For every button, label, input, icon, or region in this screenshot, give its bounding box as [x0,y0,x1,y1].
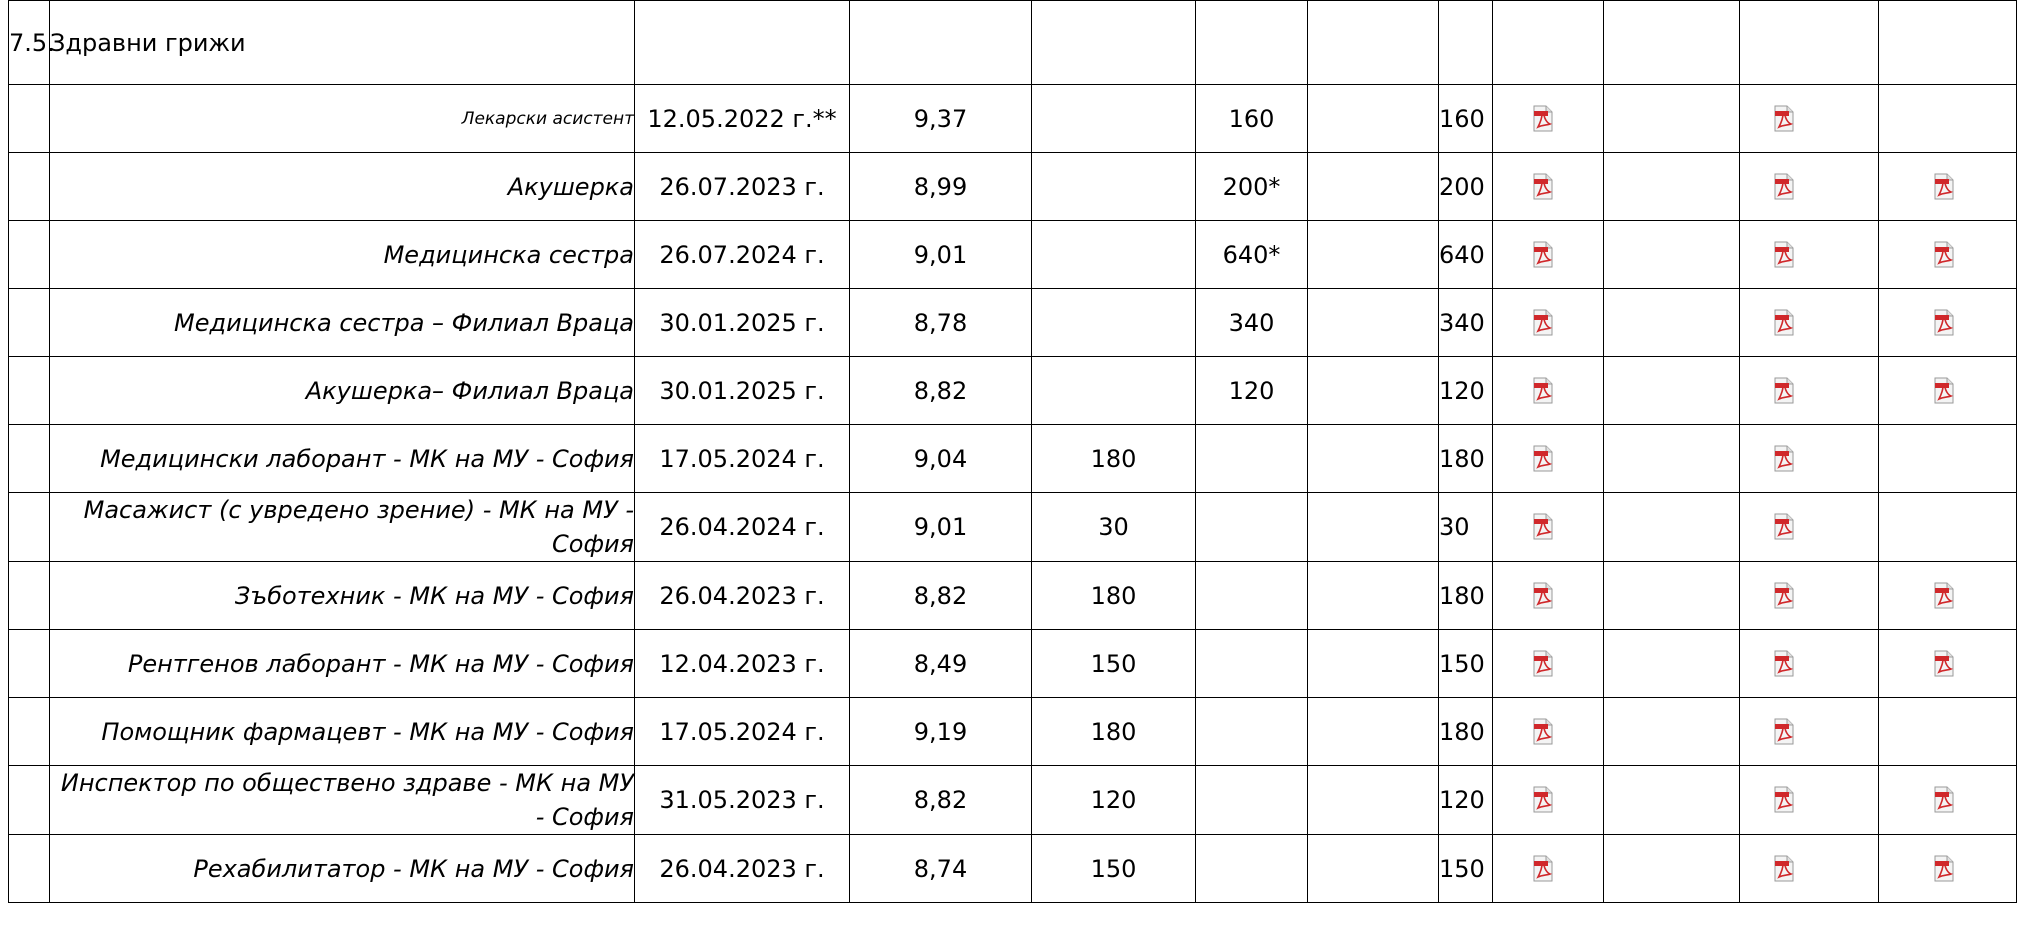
score-cell: 9,37 [850,85,1032,153]
pdf-cell-3 [1740,357,1879,425]
section-title: Здравни грижи [50,1,635,85]
pdf-file-icon[interactable] [1934,173,1954,200]
empty-cell [1740,1,1879,85]
row-number-cell [9,493,50,562]
date-cell: 30.01.2025 г. [635,289,850,357]
specialty-name: Рехабилитатор - МК на МУ - София [50,835,635,903]
col4-cell [1032,289,1196,357]
row-number-cell [9,221,50,289]
score-cell: 8,99 [850,153,1032,221]
total-cell: 30 [1439,493,1493,562]
date-cell: 17.05.2024 г. [635,425,850,493]
pdf-cell-1 [1493,562,1604,630]
total-cell: 150 [1439,630,1493,698]
pdf-cell-1 [1493,153,1604,221]
pdf-file-icon[interactable] [1533,105,1553,132]
section-number: 7.5. [9,1,50,85]
col4-cell [1032,85,1196,153]
col5-cell [1196,425,1308,493]
pdf-cell-2 [1604,766,1740,835]
pdf-file-icon[interactable] [1774,650,1794,677]
score-cell: 9,19 [850,698,1032,766]
pdf-cell-1 [1493,425,1604,493]
score-cell: 8,74 [850,835,1032,903]
pdf-file-icon[interactable] [1533,855,1553,882]
pdf-cell-2 [1604,630,1740,698]
total-cell: 340 [1439,289,1493,357]
col6-cell [1308,289,1439,357]
total-cell: 640 [1439,221,1493,289]
date-cell: 12.04.2023 г. [635,630,850,698]
total-cell: 180 [1439,425,1493,493]
col5-cell: 640* [1196,221,1308,289]
total-cell: 150 [1439,835,1493,903]
total-cell: 120 [1439,766,1493,835]
pdf-file-icon[interactable] [1533,718,1553,745]
table-row [9,289,2017,357]
date-cell: 30.01.2025 г. [635,357,850,425]
pdf-file-icon[interactable] [1934,582,1954,609]
specialty-name: Масажист (с увредено зрение) - МК на МУ - София [50,493,635,562]
row-number-cell [9,766,50,835]
specialty-name: Медицинска сестра [50,221,635,289]
col5-cell [1196,562,1308,630]
row-number-cell [9,630,50,698]
col5-cell [1196,698,1308,766]
pdf-cell-4 [1879,357,2017,425]
pdf-cell-1 [1493,357,1604,425]
specialty-name: Акушерка [50,153,635,221]
col4-cell: 180 [1032,562,1196,630]
total-cell: 120 [1439,357,1493,425]
col6-cell [1308,425,1439,493]
col5-cell: 340 [1196,289,1308,357]
pdf-cell-3 [1740,493,1879,562]
total-cell: 160 [1439,85,1493,153]
col5-cell [1196,493,1308,562]
empty-cell [1604,1,1740,85]
pdf-cell-3 [1740,153,1879,221]
pdf-cell-3 [1740,766,1879,835]
date-cell: 26.04.2024 г. [635,493,850,562]
table-row [9,85,2017,153]
pdf-file-icon[interactable] [1533,173,1553,200]
pdf-cell-2 [1604,357,1740,425]
section-header-row [9,1,2017,85]
col5-cell: 160 [1196,85,1308,153]
pdf-cell-4 [1879,85,2017,153]
pdf-file-icon[interactable] [1533,786,1553,813]
empty-cell [1493,1,1604,85]
pdf-cell-1 [1493,85,1604,153]
pdf-file-icon[interactable] [1934,309,1954,336]
score-cell: 8,78 [850,289,1032,357]
pdf-cell-3 [1740,221,1879,289]
pdf-file-icon[interactable] [1934,377,1954,404]
pdf-file-icon[interactable] [1533,650,1553,677]
col4-cell: 30 [1032,493,1196,562]
col4-cell [1032,357,1196,425]
col5-cell [1196,630,1308,698]
specialty-name: Инспектор по обществено здраве - МК на МУ - София [50,766,635,835]
pdf-file-icon[interactable] [1533,377,1553,404]
pdf-cell-2 [1604,835,1740,903]
pdf-cell-4 [1879,289,2017,357]
score-cell: 9,04 [850,425,1032,493]
col4-cell [1032,153,1196,221]
pdf-cell-3 [1740,630,1879,698]
empty-cell [1879,1,2017,85]
pdf-cell-2 [1604,493,1740,562]
total-cell: 200 [1439,153,1493,221]
col6-cell [1308,562,1439,630]
table-row [9,630,2017,698]
pdf-cell-4 [1879,835,2017,903]
col5-cell [1196,766,1308,835]
pdf-cell-1 [1493,630,1604,698]
row-number-cell [9,698,50,766]
pdf-file-icon[interactable] [1533,445,1553,472]
specialty-name: Зъботехник - МК на МУ - София [50,562,635,630]
score-cell: 9,01 [850,221,1032,289]
pdf-file-icon[interactable] [1533,241,1553,268]
pdf-cell-3 [1740,698,1879,766]
pdf-file-icon[interactable] [1934,855,1954,882]
pdf-file-icon[interactable] [1533,513,1553,540]
col4-cell: 150 [1032,835,1196,903]
specialty-name: Лекарски асистент [50,85,635,153]
empty-cell [635,1,850,85]
pdf-cell-4 [1879,698,2017,766]
pdf-file-icon[interactable] [1533,582,1553,609]
pdf-cell-1 [1493,835,1604,903]
pdf-file-icon[interactable] [1774,786,1794,813]
empty-cell [1439,1,1493,85]
date-cell: 26.07.2024 г. [635,221,850,289]
pdf-file-icon[interactable] [1774,513,1794,540]
col5-cell [1196,835,1308,903]
pdf-file-icon[interactable] [1774,105,1794,132]
row-number-cell [9,153,50,221]
pdf-cell-4 [1879,221,2017,289]
empty-cell [1196,1,1308,85]
specialties-table [8,0,2017,903]
col6-cell [1308,357,1439,425]
row-number-cell [9,289,50,357]
table-row [9,698,2017,766]
col6-cell [1308,835,1439,903]
pdf-cell-1 [1493,493,1604,562]
table-row [9,562,2017,630]
pdf-cell-4 [1879,493,2017,562]
pdf-cell-4 [1879,766,2017,835]
col4-cell: 120 [1032,766,1196,835]
specialty-name: Рентгенов лаборант - МК на МУ - София [50,630,635,698]
pdf-cell-4 [1879,153,2017,221]
specialty-name: Помощник фармацевт - МК на МУ - София [50,698,635,766]
col4-cell: 180 [1032,425,1196,493]
row-number-cell [9,562,50,630]
pdf-cell-2 [1604,698,1740,766]
col6-cell [1308,85,1439,153]
col4-cell: 180 [1032,698,1196,766]
pdf-file-icon[interactable] [1774,855,1794,882]
empty-cell [850,1,1032,85]
empty-cell [1308,1,1439,85]
specialty-name: Акушерка– Филиал Враца [50,357,635,425]
score-cell: 8,82 [850,766,1032,835]
date-cell: 26.07.2023 г. [635,153,850,221]
score-cell: 8,82 [850,562,1032,630]
pdf-file-icon[interactable] [1774,377,1794,404]
pdf-cell-2 [1604,221,1740,289]
specialty-name: Медицински лаборант - МК на МУ - София [50,425,635,493]
table-row [9,493,2017,562]
pdf-cell-3 [1740,85,1879,153]
pdf-file-icon[interactable] [1533,309,1553,336]
table-row [9,153,2017,221]
pdf-cell-4 [1879,562,2017,630]
col4-cell [1032,221,1196,289]
row-number-cell [9,425,50,493]
row-number-cell [9,85,50,153]
pdf-file-icon[interactable] [1934,241,1954,268]
pdf-file-icon[interactable] [1774,309,1794,336]
col6-cell [1308,493,1439,562]
col4-cell: 150 [1032,630,1196,698]
pdf-cell-3 [1740,289,1879,357]
pdf-cell-4 [1879,425,2017,493]
date-cell: 17.05.2024 г. [635,698,850,766]
pdf-cell-1 [1493,221,1604,289]
table-row [9,835,2017,903]
col6-cell [1308,766,1439,835]
pdf-cell-3 [1740,835,1879,903]
table-row [9,221,2017,289]
empty-cell [1032,1,1196,85]
col6-cell [1308,630,1439,698]
pdf-file-icon[interactable] [1934,650,1954,677]
pdf-cell-2 [1604,425,1740,493]
col6-cell [1308,153,1439,221]
pdf-cell-3 [1740,425,1879,493]
date-cell: 26.04.2023 г. [635,835,850,903]
table-row [9,357,2017,425]
col5-cell: 200* [1196,153,1308,221]
date-cell: 26.04.2023 г. [635,562,850,630]
pdf-cell-2 [1604,153,1740,221]
pdf-cell-1 [1493,766,1604,835]
score-cell: 8,82 [850,357,1032,425]
table-row [9,425,2017,493]
pdf-cell-1 [1493,698,1604,766]
table-row [9,766,2017,835]
pdf-file-icon[interactable] [1774,445,1794,472]
score-cell: 9,01 [850,493,1032,562]
pdf-file-icon[interactable] [1774,718,1794,745]
row-number-cell [9,357,50,425]
col6-cell [1308,698,1439,766]
total-cell: 180 [1439,562,1493,630]
pdf-file-icon[interactable] [1774,582,1794,609]
pdf-file-icon[interactable] [1774,241,1794,268]
score-cell: 8,49 [850,630,1032,698]
pdf-cell-1 [1493,289,1604,357]
pdf-file-icon[interactable] [1774,173,1794,200]
date-cell: 31.05.2023 г. [635,766,850,835]
pdf-cell-2 [1604,85,1740,153]
col5-cell: 120 [1196,357,1308,425]
total-cell: 180 [1439,698,1493,766]
pdf-cell-2 [1604,289,1740,357]
pdf-cell-3 [1740,562,1879,630]
pdf-cell-2 [1604,562,1740,630]
specialty-name: Медицинска сестра – Филиал Враца [50,289,635,357]
pdf-cell-4 [1879,630,2017,698]
col6-cell [1308,221,1439,289]
date-cell: 12.05.2022 г.** [635,85,850,153]
pdf-file-icon[interactable] [1934,786,1954,813]
row-number-cell [9,835,50,903]
